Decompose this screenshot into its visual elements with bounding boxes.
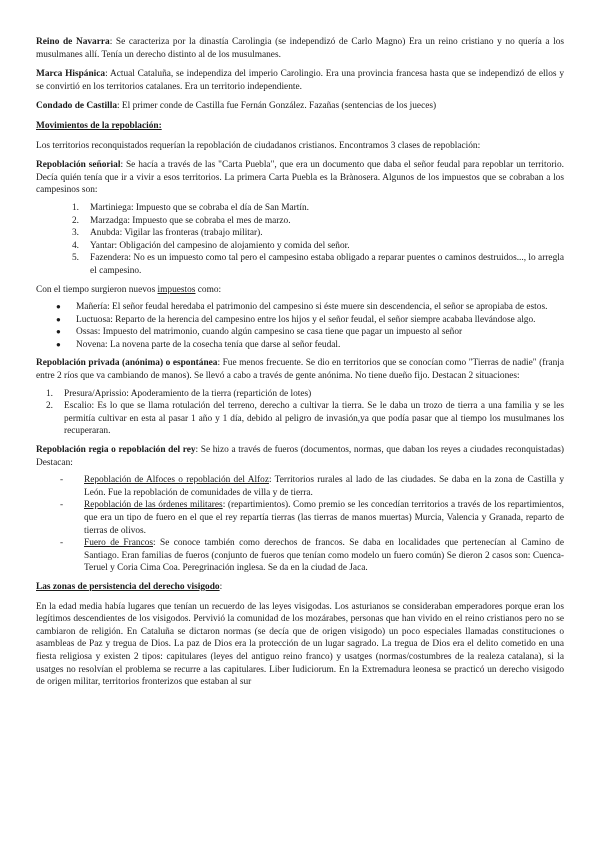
list-item xyxy=(72,202,564,215)
list-item-text: Ossas: Impuesto del matrimonio, cuando algún campesino se casa tiene que pagar un impuesto al señor xyxy=(76,327,463,338)
list-item-text: Martiniega: Impuesto que se cobraba el día de San Martín. xyxy=(90,202,309,213)
list-item-text: Luctuosa: Reparto de la herencia del campesino entre los hijos y el señor feudal, el señor siempre acababa llevándose algo. xyxy=(76,314,536,325)
list-item xyxy=(46,400,564,438)
heading-movimientos: Movimientos de la repoblación: xyxy=(36,120,162,131)
impuestos-list xyxy=(72,202,564,278)
list-item xyxy=(46,388,564,401)
text-repoblacion-senorial: : Se hacía a través de las "Carta Puebla", que era un documento que daba el señor feudal para repoblar un territorio. Decía quién tenía que ir a vivir a esos territorios. La primera Carta Puebla es la Brànosera. Algunos de los impuestos que se cobraban a los campesinos son: xyxy=(36,160,564,196)
paragraph-marca-hispanica xyxy=(36,68,564,93)
list-marker: 1. xyxy=(46,388,54,399)
list-item xyxy=(54,314,564,327)
paragraph-repoblacion-regia xyxy=(36,444,564,469)
list-item xyxy=(72,227,564,240)
text-repoblacion-regia: : Se hizo a través de fueros (documentos, normas, que daban los reyes a ciudades reconquistadas) Destacan: xyxy=(36,445,564,468)
list-item xyxy=(56,499,564,537)
list-item-text: Presura/Aprissio: Apoderamiento de la tierra (repartición de lotes) xyxy=(64,388,312,399)
document-page xyxy=(36,36,564,696)
list-item-text: Escalio: Es lo que se llama rotulación del terreno, derecho a cultivar la tierra. Se le daba un trozo de tierra a una familia y se les permitía cultivar en esta al pasar 1 año y 1 día, debido al peligro de invasión,ya que podía pasar que al tiempo los musulmanes los recuperaran. xyxy=(64,401,564,437)
term-repoblacion-senorial: Repoblación señorial xyxy=(36,160,121,171)
dash-marker: - xyxy=(60,538,64,549)
list-item xyxy=(72,240,564,253)
heading-zonas-colon: : xyxy=(219,581,223,592)
list-item-text: : (repartimientos). Como premio se les concedían territorios a través de los repartimientos, que era un tipo de fuero en el que el rey repartía tierras (las tierras de manos muertas) Murcia, Valencia y Granada, reparto de tierras de olivos. xyxy=(84,500,564,536)
term-condado-castilla: Condado de Castilla xyxy=(36,101,117,112)
term-navarra: Reino de Navarra xyxy=(36,37,110,47)
list-item xyxy=(72,252,564,277)
list-item-term: Fuero de Francos xyxy=(84,538,153,549)
bullet-icon: ● xyxy=(56,339,61,349)
paragraph-repoblacion-privada xyxy=(36,357,564,382)
list-item-text: Marzadga: Impuesto que se cobraba el mes de marzo. xyxy=(90,215,291,226)
list-item-text: : Se conoce también como derechos de francos. Se daba en localidades que pertenecían al Camino de Santiago. Eran familias de fueros (conjunto de fueros que tenían como modelo un fuero común) Se dieron 2 casos son: Cuenca-Teruel y Coria Cima Coa. Peregrinación inglesa. Se da en la ciudad de Jaca. xyxy=(84,538,564,574)
text-tiempo-before: Con el tiempo surgieron nuevos xyxy=(36,284,158,295)
dash-marker: - xyxy=(60,500,64,511)
bullet-icon: ● xyxy=(56,327,61,337)
term-marca-hispanica: Marca Hispánica xyxy=(36,69,106,80)
situaciones-list xyxy=(46,388,564,438)
paragraph-navarra xyxy=(36,36,564,61)
list-item-term: Repoblación de Alfoces o repoblación del Alfoz xyxy=(84,475,269,486)
list-item-text: : Territorios rurales al lado de las ciudades. Se daba en la zona de Castilla y León. Fue la repoblación de comunidades de villa y de tierra. xyxy=(84,475,564,498)
list-item xyxy=(72,215,564,228)
list-item-text: Anubda: Vigilar las fronteras (trabajo militar). xyxy=(90,228,263,239)
list-item xyxy=(54,339,564,352)
list-item xyxy=(56,537,564,575)
text-navarra: : Se caracteriza por la dinastía Carolingia (se independizó de Carlo Magno) Era un reino cristiano y no quería a los musulmanes allí. Tenía un derecho distinto al de los musulmanes. xyxy=(36,37,565,60)
list-item xyxy=(56,474,564,499)
list-marker: 2. xyxy=(46,401,54,412)
nuevos-impuestos-list xyxy=(54,301,564,351)
heading-zonas: Las zonas de persistencia del derecho visigodo xyxy=(36,581,220,592)
paragraph-territorios: Los territorios reconquistados requerían la repoblación de ciudadanos cristianos. Encontramos 3 clases de repoblación: xyxy=(36,140,481,151)
dash-marker: - xyxy=(60,475,64,486)
list-item xyxy=(54,301,564,314)
list-item-text: Yantar: Obligación del campesino de alojamiento y comida del señor. xyxy=(90,240,350,251)
bullet-icon: ● xyxy=(56,314,61,324)
list-marker: 5. xyxy=(72,253,80,264)
text-impuestos-underlined: impuestos xyxy=(157,284,196,295)
text-condado-castilla: : El primer conde de Castilla fue Fernán González. Fazañas (sentencias de los jueces) xyxy=(117,101,437,112)
list-item-text: Mañería: El señor feudal heredaba el patrimonio del campesino si éste muere sin descendencia, el señor se apropiaba de estos. xyxy=(76,302,548,313)
term-repoblacion-privada: Repoblación privada (anónima) o espontánea xyxy=(36,358,218,369)
text-marca-hispanica: : Actual Cataluña, se independiza del imperio Carolingio. Era una provincia francesa hasta que se independizó de ellos y se convirtió en los territorios catalanes. Era un territorio independiente. xyxy=(36,69,564,92)
bullet-icon: ● xyxy=(56,302,61,312)
list-marker: 3. xyxy=(72,228,80,239)
paragraph-condado-castilla xyxy=(36,100,564,113)
paragraph-repoblacion-senorial xyxy=(36,159,564,197)
list-marker: 1. xyxy=(72,202,80,213)
heading-zonas-row xyxy=(36,581,564,594)
paragraph-zonas: En la edad media había lugares que tenían un recuerdo de las leyes visigodas. Los asturianos se consideraban emperadores porque eran los legítimos descendientes de los visigodos. Pervivió la comunidad de los mozárabes, personas que han vivido en el reino cristianos pero no se cambiaron de religión. En Cataluña se dictaron normas (se decía que de origen visigodo) un poco especiales llamadas constituciones o asambleas de Paz y tregua de Dios. La paz de Dios era la protección de un lugar sagrado. La tregua de Dios era el delito cometido en una fiesta religiosa y existen 2 tipos: capitulares (leyes del antiguo reino franco) y usatges (normas/costumbres de la realeza catalana), si la usatges no resolvían el problema se recurre a las capitulares. Liber Iudiciorum. En la Extremadura leonesa se practicó un derecho visigodo de origen militar, territorios fronterizos que estaban al sur xyxy=(36,601,564,688)
list-marker: 2. xyxy=(72,215,80,226)
list-marker: 4. xyxy=(72,240,80,251)
paragraph-nuevos-impuestos xyxy=(36,284,564,297)
list-item-term: Repoblación de las órdenes militares xyxy=(84,500,223,511)
list-item xyxy=(54,326,564,339)
regia-list xyxy=(56,474,564,575)
text-tiempo-after: como: xyxy=(195,284,222,295)
list-item-text: Novena: La novena parte de la cosecha tenía que darse al señor feudal. xyxy=(76,339,341,350)
text-repoblacion-privada: : Fue menos frecuente. Se dio en territorios que se conocían como "Tierras de nadie" (franja entre 2 ríos que va cambiando de manos). Se llevó a cabo a través de gente anónima. No tiene dueño fijo. Destacan 2 situaciones: xyxy=(36,358,565,382)
term-repoblacion-regia: Repoblación regia o repoblación del rey xyxy=(36,445,196,456)
list-item-text: Fazendera: No es un impuesto como tal pero el campesino estaba obligado a reparar puentes o caminos destruidos..., lo arregla el campesino. xyxy=(90,253,564,276)
